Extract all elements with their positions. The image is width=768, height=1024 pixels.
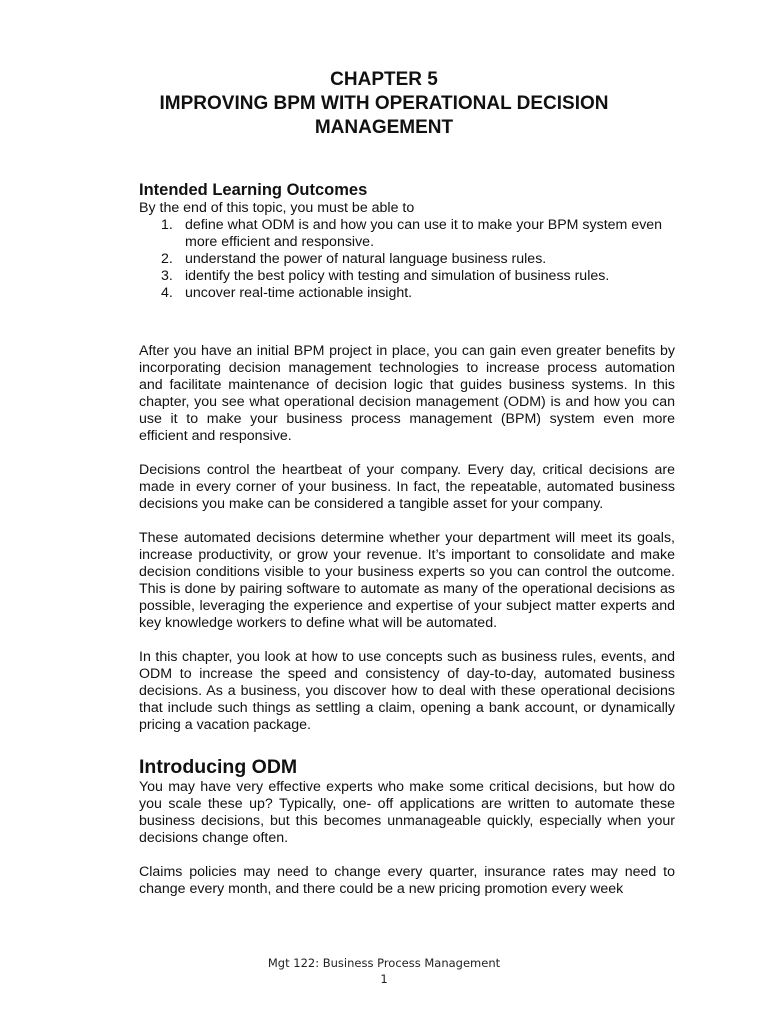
list-item-text: identify the best policy with testing and simulation of business rules. xyxy=(185,268,610,284)
learning-outcome-item xyxy=(139,217,675,251)
learning-outcomes-heading: Intended Learning Outcomes xyxy=(139,181,368,199)
learning-outcomes-intro: By the end of this topic, you must be able to xyxy=(139,200,415,216)
body-paragraph: After you have an initial BPM project in place, you can gain even greater benefits by incorporating decision management technologies to increase process automation and facilitate maintenance of decision logic that guides business systems. In this chapter, you see what operational decision management (ODM) is and how you can use it to make your business process management (BPM) system even more efficient and responsive. xyxy=(139,343,675,444)
list-item-number: 2. xyxy=(161,251,173,267)
body-paragraph: These automated decisions determine whether your department will meet its goals, increase productivity, or grow your revenue. It’s important to consolidate and make decision conditions visible to your business experts so you can control the outcome. This is done by pairing software to automate as many of the operational decisions as possible, leveraging the experience and expertise of your subject matter experts and key knowledge workers to define what will be automated. xyxy=(139,530,675,631)
list-item-number: 3. xyxy=(161,268,173,284)
spacer xyxy=(139,302,675,343)
list-item-text: define what ODM is and how you can use it to make your BPM system even more efficient and responsive. xyxy=(185,217,663,250)
chapter-title-line-2: MANAGEMENT xyxy=(314,117,454,138)
chapter-number: CHAPTER 5 xyxy=(330,69,438,90)
page-footer xyxy=(0,955,768,987)
section-heading: Introducing ODM xyxy=(139,756,298,778)
list-item-number: 1. xyxy=(161,217,173,233)
footer-page-number: 1 xyxy=(380,972,388,986)
section-paragraph: You may have very effective experts who make some critical decisions, but how do you scale these up? Typically, one- off applications are written to automate these business decisions, but this becomes unmanageable quickly, especially when your decisions change often. xyxy=(139,779,675,846)
chapter-header xyxy=(100,68,668,140)
body-paragraph: Decisions control the heartbeat of your company. Every day, critical decisions are made in every corner of your business. In fact, the repeatable, automated business decisions you make can be considered a tangible asset for your company. xyxy=(139,462,675,512)
body-paragraph: In this chapter, you look at how to use concepts such as business rules, events, and ODM to increase the speed and consistency of day-to-day, automated business decisions. As a business, you discover how to deal with these operational decisions that include such things as settling a claim, opening a bank account, or dynamically pricing a vacation package. xyxy=(139,649,675,733)
list-item-text: understand the power of natural language business rules. xyxy=(185,251,547,267)
learning-outcome-item xyxy=(139,251,675,268)
section-paragraph: Claims policies may need to change every quarter, insurance rates may need to change every month, and there could be a new pricing promotion every week xyxy=(139,864,675,897)
list-item-number: 4. xyxy=(161,285,173,301)
learning-outcome-item xyxy=(139,285,675,302)
list-item-text: uncover real-time actionable insight. xyxy=(185,285,413,301)
learning-outcome-item xyxy=(139,268,675,285)
chapter-title-line-1: IMPROVING BPM WITH OPERATIONAL DECISION xyxy=(159,93,609,114)
footer-course-title: Mgt 122: Business Process Management xyxy=(267,956,501,970)
learning-outcomes-list xyxy=(139,217,675,302)
document-content xyxy=(139,180,675,915)
